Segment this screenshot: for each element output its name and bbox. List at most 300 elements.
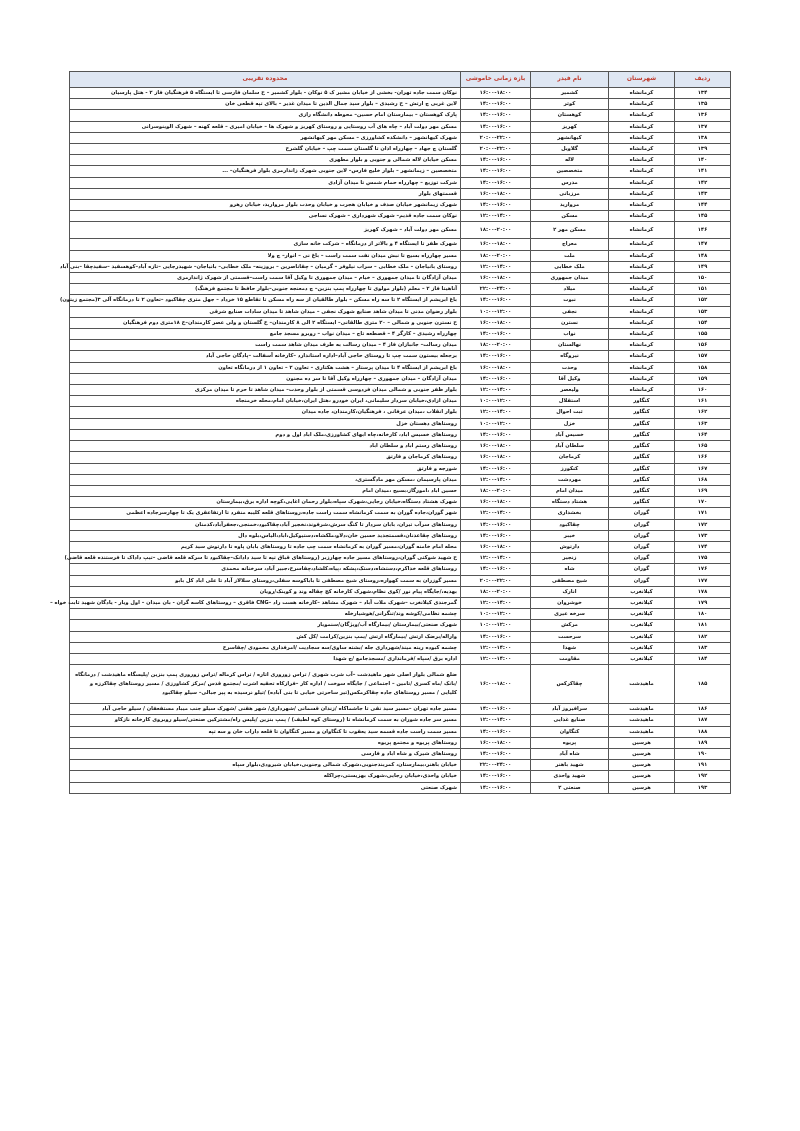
row-feeder: شاه bbox=[531, 564, 609, 575]
row-city: کرمانشاه bbox=[609, 121, 675, 132]
row-time-window: ۱۸:۰۰-۲۰:۰۰ bbox=[461, 340, 531, 351]
row-time-window: ۱۴:۰۰-۱۶:۰۰ bbox=[461, 99, 531, 110]
row-number: ۱۸۳ bbox=[675, 642, 731, 653]
row-area: برجعله بیستون سمت چپ تا روستای حاجی آباد–اداره استاندارد –کارخانه آسفالت –پادگان حاجی آباد bbox=[70, 351, 461, 362]
table-row bbox=[70, 385, 731, 396]
row-area: ضلع شمالی بلوار اصلی شهر ماهیدشت –آب شرب شهری / تراس زوروری اتاره / تراس کرماله /تراس زوروری پمپ بنزین /پلیسگاه ماهیدشت / درمانگاه /بانک /ماه کسری /تامین – اجتماعی / جایگاه سوخت / اداره کار –فرازکاه تحقیه اشرت /مجتمع قدس /مرکز کشاورزی / مسیر روستاهای چقاکرزه و کلیایی / مسیر روستاهای جاده چقاکرمکس(تیر ساحرتی خیابی تا بنی آباده) /تیلو نرسیده به پیر جبالی– سیلو چقاکبود bbox=[70, 665, 461, 704]
row-time-window: ۱۴:۰۰-۱۶:۰۰ bbox=[461, 110, 531, 121]
table-row bbox=[70, 99, 731, 110]
row-area: مسیر چهارراه بسیج تا نبش میدان نفت سمت راست – باغ نی – انوار– چ ولا bbox=[70, 250, 461, 261]
row-number: ۱۶۸ bbox=[675, 474, 731, 485]
table-row bbox=[70, 463, 731, 474]
table-row bbox=[70, 508, 731, 519]
row-feeder: مسکن bbox=[531, 211, 609, 222]
row-area: واراله/برضک ارتش /بیمارگاه ارتش /یمپ بنزین/کرامت /کل کش bbox=[70, 631, 461, 642]
table-row bbox=[70, 306, 731, 317]
row-area: روستاهای شیرک و شاه اباد و فارسی bbox=[70, 748, 461, 759]
row-time-window: ۱۲:۰۰-۱۴:۰۰ bbox=[461, 642, 531, 653]
row-city: کرمانشاه bbox=[609, 351, 675, 362]
row-area: چشمه نظامی/کوشه وند/تنگرانی/هوشیارخله bbox=[70, 609, 461, 620]
header-feeder: نام فیدر bbox=[531, 72, 609, 88]
row-city: کنگاور bbox=[609, 407, 675, 418]
outage-schedule-sheet bbox=[50, 71, 730, 794]
table-body bbox=[50, 88, 731, 794]
row-city: کرمانشاه bbox=[609, 110, 675, 121]
row-area: باغ ابریشم از ایستگاه ۴ تا میدان پرستار – هشت هکتاری – تعاون ۲ – تعاون ۱ از درمانگاه تعاون bbox=[70, 362, 461, 373]
row-city: گوران bbox=[609, 541, 675, 552]
row-area: شهرک هشتاد دستگاه،خیابان رجایی،شهرک سپاه،بلوار رحمان اغایی،کوچه اداره برق،بیمارستان bbox=[70, 497, 461, 508]
row-city: کنگاور bbox=[609, 429, 675, 440]
row-area: قسمتهای بلوار bbox=[70, 188, 461, 199]
row-time-window: ۱۴:۰۰-۱۶:۰۰ bbox=[461, 373, 531, 384]
row-feeder: کشمیر bbox=[531, 88, 609, 99]
row-feeder: کهریز bbox=[531, 121, 609, 132]
row-area: مسیر گوزران به سمت کهواره،روستای شیخ مصطفی تا باباکوسه سفلی،روستای سلالاز آباد تا علی اباد کل بابو bbox=[70, 575, 461, 586]
row-time-window: ۱۴:۰۰-۱۶:۰۰ bbox=[461, 121, 531, 132]
row-number: ۱۶۲ bbox=[675, 407, 731, 418]
row-time-window: ۲۲:۰۰-۲۴:۰۰ bbox=[461, 760, 531, 771]
table-row bbox=[70, 222, 731, 239]
row-city: گوران bbox=[609, 553, 675, 564]
table-row bbox=[70, 132, 731, 143]
row-area: شهرک صنعتی/بیمارستان /بیمارگاه آب/ویژگان/سنمویار bbox=[70, 620, 461, 631]
row-number: ۱۹۳ bbox=[675, 782, 731, 793]
row-area: چهارراه رشیدی – کارگر ۴ – قصطعه تاج – میدان نواب – روبرو مسجد جامع bbox=[70, 329, 461, 340]
table-row bbox=[70, 665, 731, 704]
table-row bbox=[70, 771, 731, 782]
row-feeder: استقلال bbox=[531, 396, 609, 407]
row-time-window: ۱۰:۰۰-۱۲:۰۰ bbox=[461, 418, 531, 429]
row-area: میدان ازادی،خیابان سردار سلیمانی، ایران خودرو ،هتل ایران،خیابان امام،محله خرمنجاه bbox=[70, 396, 461, 407]
row-city: کرمانشاه bbox=[609, 329, 675, 340]
row-city: ماهیدشت bbox=[609, 704, 675, 715]
row-number: ۱۶۴ bbox=[675, 429, 731, 440]
row-area: مسیر جاده تهران –مسیر سید نقی تا جاشماکاه /زندان قسمانی /شهرداری/ شهر هقنی /شهرک سیلو جنب ميباد مستفعفان / سیلو حاجی آباد bbox=[70, 704, 461, 715]
row-number: ۱۸۵ bbox=[675, 665, 731, 704]
row-number: ۱۳۶ bbox=[675, 110, 731, 121]
row-area: باغ ابریشم از ایستگاه ۲ تا سه راه مسکن – بلوار طالقیان از سه راه مسکن تا تقاطع ۱۵ خرداد – جهل متری چقاکبود –تعاون ۲ تا درمانگاه آلی ۳(مجتمع زیتون) bbox=[70, 295, 461, 306]
row-number: ۱۴۶ bbox=[675, 222, 731, 239]
header-row bbox=[70, 72, 731, 88]
row-time-window: ۱۴:۰۰-۱۶:۰۰ bbox=[461, 329, 531, 340]
outage-schedule-table bbox=[50, 71, 731, 794]
table-row bbox=[70, 396, 731, 407]
row-feeder: مرزبانی bbox=[531, 188, 609, 199]
table-row bbox=[70, 155, 731, 166]
row-time-window: ۲۲:۰۰-۲۴:۰۰ bbox=[461, 284, 531, 295]
table-row bbox=[70, 631, 731, 642]
row-city: کرمانشاه bbox=[609, 155, 675, 166]
row-number: ۱۳۹ bbox=[675, 144, 731, 155]
row-time-window: ۱۴:۰۰-۱۶:۰۰ bbox=[461, 726, 531, 737]
row-time-window: ۱۴:۰۰-۱۶:۰۰ bbox=[461, 177, 531, 188]
row-number: ۱۵۹ bbox=[675, 373, 731, 384]
table-row bbox=[70, 188, 731, 199]
table-row bbox=[70, 273, 731, 284]
row-city: کرمانشاه bbox=[609, 144, 675, 155]
row-time-window: ۱۴:۰۰-۱۶:۰۰ bbox=[461, 463, 531, 474]
row-area: پارک کوهستان – بیمارستان امام حسین– محوطه دانشگاه رازی bbox=[70, 110, 461, 121]
row-feeder: کرماجان bbox=[531, 452, 609, 463]
row-feeder: شهدا bbox=[531, 642, 609, 653]
row-area: لاین غربی چ ارتش – خ رشیدی – بلوار سید جمال الدین تا میدان غدیر – بالای تپه قطعی خان bbox=[70, 99, 461, 110]
row-number: ۱۴۲ bbox=[675, 177, 731, 188]
row-area: حسین اباد ،امورگاز،بسیج ،میدان امام bbox=[70, 485, 461, 496]
row-time-window: ۱۰:۰۰-۱۲:۰۰ bbox=[461, 609, 531, 620]
table-row bbox=[70, 144, 731, 155]
row-number: ۱۴۹ bbox=[675, 261, 731, 272]
row-city: کنگاور bbox=[609, 463, 675, 474]
row-area: بلوار انقلاب ،میدان عرفانی ، فرهنگیان،کارمندان، جاده میدان bbox=[70, 407, 461, 418]
row-feeder: سرحست bbox=[531, 631, 609, 642]
row-time-window: ۱۴:۰۰-۱۶:۰۰ bbox=[461, 748, 531, 759]
row-number: ۱۴۵ bbox=[675, 211, 731, 222]
row-city: کرمانشاه bbox=[609, 261, 675, 272]
row-number: ۱۷۵ bbox=[675, 553, 731, 564]
row-number: ۱۴۸ bbox=[675, 250, 731, 261]
table-row bbox=[70, 553, 731, 564]
row-area: بلوار ظفر جنوبی و شمالی میدان فردوسی قسمتی از بلوار وحدت– میدان شاهد تا حرم تا میدان مرکزی bbox=[70, 385, 461, 396]
row-time-window: ۱۸:۰۰-۲۰:۰۰ bbox=[461, 222, 531, 239]
table-row bbox=[70, 429, 731, 440]
row-city: کرمانشاه bbox=[609, 132, 675, 143]
table-row bbox=[70, 597, 731, 608]
row-time-window: ۱۰:۰۰-۱۲:۰۰ bbox=[461, 620, 531, 631]
row-time-window: ۱۲:۰۰-۱۴:۰۰ bbox=[461, 508, 531, 519]
row-area: روستاهای دهستان خزل bbox=[70, 418, 461, 429]
row-time-window: ۱۴:۰۰-۱۶:۰۰ bbox=[461, 519, 531, 530]
row-city: کرمانشاه bbox=[609, 222, 675, 239]
row-city: ماهیدشت bbox=[609, 726, 675, 737]
row-city: کرمانشاه bbox=[609, 317, 675, 328]
row-area: گلستان چ جهاد – چهارراه اذان تا گلستان سمت چپ – خیابان گلشرخ bbox=[70, 144, 461, 155]
row-area: آناهیتا فاز ۲ – معلم (بلوار مولوی تا چهارراه پمپ بنزین– چ دمعنجه جنوبی–بلوار حافظ تا مجتمع فرهنگ) bbox=[70, 284, 461, 295]
row-area: روستاهای سرآب تیران، بابان سردار تا کنگ سرش،شرفوند،نخجیر آباد،چقاکبود،خمنجی،جعفرآباد،کدمنان bbox=[70, 519, 461, 530]
row-feeder: وحدت bbox=[531, 362, 609, 373]
row-feeder: کنکورز bbox=[531, 463, 609, 474]
row-area: روستاهای کرماجان و فارتق bbox=[70, 452, 461, 463]
row-feeder: چقاکبود bbox=[531, 519, 609, 530]
table-row bbox=[70, 653, 731, 664]
table-row bbox=[70, 474, 731, 485]
table-row bbox=[70, 620, 731, 631]
row-number: ۱۷۶ bbox=[675, 564, 731, 575]
row-feeder: خسیس آباد bbox=[531, 429, 609, 440]
table-row bbox=[70, 575, 731, 586]
row-time-window: ۱۲:۰۰-۱۴:۰۰ bbox=[461, 597, 531, 608]
row-number: ۱۸۰ bbox=[675, 609, 731, 620]
row-number: ۱۷۷ bbox=[675, 575, 731, 586]
header-time: بازه زمانی خاموشی bbox=[461, 72, 531, 88]
table-row bbox=[70, 211, 731, 222]
row-feeder: لاله bbox=[531, 155, 609, 166]
row-city: کنگاور bbox=[609, 418, 675, 429]
row-city: کیلانغرب bbox=[609, 597, 675, 608]
row-number: ۱۵۰ bbox=[675, 273, 731, 284]
table-row bbox=[70, 737, 731, 748]
row-feeder: مقاومت bbox=[531, 653, 609, 664]
row-time-window: ۱۶:۰۰-۱۸:۰۰ bbox=[461, 239, 531, 250]
row-feeder: سلطان آباد bbox=[531, 441, 609, 452]
row-feeder: وکیل آقا bbox=[531, 373, 609, 384]
table-row bbox=[70, 441, 731, 452]
row-number: ۱۷۱ bbox=[675, 508, 731, 519]
row-number: ۱۴۱ bbox=[675, 166, 731, 177]
table-row bbox=[70, 530, 731, 541]
row-area: شورجه و فارتق bbox=[70, 463, 461, 474]
row-time-window: ۱۲:۰۰-۱۴:۰۰ bbox=[461, 211, 531, 222]
row-time-window: ۱۴:۰۰-۱۶:۰۰ bbox=[461, 771, 531, 782]
row-feeder: صنعتی ۲ bbox=[531, 782, 609, 793]
row-number: ۱۴۴ bbox=[675, 200, 731, 211]
table-row bbox=[70, 407, 731, 418]
table-row bbox=[70, 340, 731, 351]
table-row bbox=[70, 121, 731, 132]
table-row bbox=[70, 166, 731, 177]
row-city: کنگاور bbox=[609, 441, 675, 452]
row-area: بلوار رضوان مدنی تا میدان شاهد صنایع شهرک نجفی – میدان شاهد تا میدان سادات صنایع شرقی bbox=[70, 306, 461, 317]
row-time-window: ۲۰:۰۰-۲۲:۰۰ bbox=[461, 575, 531, 586]
row-feeder: میدان جمهوری bbox=[531, 273, 609, 284]
row-number: ۱۷۳ bbox=[675, 530, 731, 541]
row-number: ۱۸۶ bbox=[675, 704, 731, 715]
row-time-window: ۱۲:۰۰-۱۴:۰۰ bbox=[461, 261, 531, 272]
row-feeder: خزل bbox=[531, 418, 609, 429]
row-time-window: ۱۸:۰۰-۲۰:۰۰ bbox=[461, 250, 531, 261]
row-city: کیلانغرب bbox=[609, 586, 675, 597]
row-feeder: نجفی bbox=[531, 306, 609, 317]
table-row bbox=[70, 497, 731, 508]
row-time-window: ۱۲:۰۰-۱۴:۰۰ bbox=[461, 407, 531, 418]
row-feeder: دارتوش bbox=[531, 541, 609, 552]
row-area: خیابان باهنر،بیمارستان، کمربندجنوبی،شهرک شمالی وجنوبی،خیابان شیرودی،بلوار سپاه bbox=[70, 760, 461, 771]
table-row bbox=[70, 748, 731, 759]
row-time-window: ۱۴:۰۰-۱۶:۰۰ bbox=[461, 200, 531, 211]
row-number: ۱۸۱ bbox=[675, 620, 731, 631]
row-feeder: میلاد bbox=[531, 284, 609, 295]
row-city: هرسین bbox=[609, 737, 675, 748]
row-time-window: ۱۴:۰۰-۱۶:۰۰ bbox=[461, 295, 531, 306]
table-row bbox=[70, 250, 731, 261]
row-area: روستاهای چقاعدنان،قسمتجدید حسین خان،دلاو،ملکشاه،دستیوکیل،اباد،الیاس،بلوه دال bbox=[70, 530, 461, 541]
row-city: کنگاور bbox=[609, 452, 675, 463]
row-number: ۱۶۱ bbox=[675, 396, 731, 407]
row-time-window: ۱۰:۰۰-۱۲:۰۰ bbox=[461, 306, 531, 317]
row-city: کرمانشاه bbox=[609, 200, 675, 211]
row-city: هرسین bbox=[609, 748, 675, 759]
row-number: ۱۵۳ bbox=[675, 306, 731, 317]
row-area: مسکن مهر دولت آباد – چاه های آب روستایی و روستای کهریز و شهرک ها – خیابان امیری – قلعه کهنه – شهرک الوینوسرانی bbox=[70, 121, 461, 132]
row-number: ۱۴۷ bbox=[675, 239, 731, 250]
row-city: کیلانغرب bbox=[609, 642, 675, 653]
row-time-window: ۱۰:۰۰-۱۲:۰۰ bbox=[461, 396, 531, 407]
row-feeder: شیخ مصطفی bbox=[531, 575, 609, 586]
row-area: اداره برق /سپاه /فرمانداری /مسجدجامع /چ شهدا bbox=[70, 653, 461, 664]
row-number: ۱۶۹ bbox=[675, 485, 731, 496]
row-feeder: ولیعصر bbox=[531, 385, 609, 396]
row-feeder: شاه آباد bbox=[531, 748, 609, 759]
row-area: محله امام خامنه گوران،مسیر گوران به کرمانشاه سمت چپ جاده تا روستاهای بابان پاوه تا دارتوش سید کریم bbox=[70, 541, 461, 552]
table-row bbox=[70, 715, 731, 726]
row-feeder: صنایع غذایی bbox=[531, 715, 609, 726]
row-area: مسیر سمت راست جاده قسمه سید یعقوب تا کنگاوان و مسیر کنگاوان تا قلعه داراب خان و سه تپه bbox=[70, 726, 461, 737]
row-feeder: انارک bbox=[531, 586, 609, 597]
row-area: مسکن مهر دولت آباد – شهرک کهریز bbox=[70, 222, 461, 239]
row-feeder: خیبر bbox=[531, 530, 609, 541]
row-time-window: ۱۶:۰۰-۱۸:۰۰ bbox=[461, 317, 531, 328]
table-row bbox=[70, 362, 731, 373]
row-city: کنگاور bbox=[609, 497, 675, 508]
row-city: کرمانشاه bbox=[609, 373, 675, 384]
row-feeder: کیهانشهر bbox=[531, 132, 609, 143]
row-feeder: مروارید bbox=[531, 200, 609, 211]
row-time-window: ۱۶:۰۰-۱۸:۰۰ bbox=[461, 665, 531, 704]
table-row bbox=[70, 284, 731, 295]
row-city: کرمانشاه bbox=[609, 99, 675, 110]
row-city: کرمانشاه bbox=[609, 188, 675, 199]
row-city: گوران bbox=[609, 519, 675, 530]
table-row bbox=[70, 351, 731, 362]
row-area: میدان آزادگان – میدان جمهوری – چهارراه وکیل آقا تا سر ده مجنون bbox=[70, 373, 461, 384]
header-num: ردیف bbox=[675, 72, 731, 88]
row-number: ۱۹۰ bbox=[675, 748, 731, 759]
row-time-window: ۱۴:۰۰-۱۶:۰۰ bbox=[461, 530, 531, 541]
table-row bbox=[70, 200, 731, 211]
row-feeder: نبوت bbox=[531, 295, 609, 306]
row-city: گوران bbox=[609, 508, 675, 519]
row-number: ۱۵۲ bbox=[675, 295, 731, 306]
row-city: کنگاور bbox=[609, 485, 675, 496]
row-city: کرمانشاه bbox=[609, 250, 675, 261]
table-row bbox=[70, 261, 731, 272]
row-city: ماهیدشت bbox=[609, 715, 675, 726]
row-feeder: چقاکرکس bbox=[531, 665, 609, 704]
row-time-window: ۱۶:۰۰-۱۸:۰۰ bbox=[461, 362, 531, 373]
row-city: کرمانشاه bbox=[609, 284, 675, 295]
row-area: شهرک کیهانشهر – دانشکده کشاورزی – مسکن مهر کیهانشهر bbox=[70, 132, 461, 143]
row-number: ۱۵۷ bbox=[675, 351, 731, 362]
row-feeder: بخشداری bbox=[531, 508, 609, 519]
row-time-window: ۱۴:۰۰-۱۶:۰۰ bbox=[461, 351, 531, 362]
row-time-window: ۱۴:۰۰-۱۶:۰۰ bbox=[461, 564, 531, 575]
table-row bbox=[70, 642, 731, 653]
row-feeder: مدرس bbox=[531, 177, 609, 188]
row-number: ۱۷۴ bbox=[675, 541, 731, 552]
row-time-window: ۲۰:۰۰-۲۲:۰۰ bbox=[461, 132, 531, 143]
row-number: ۱۷۸ bbox=[675, 586, 731, 597]
row-number: ۱۳۴ bbox=[675, 88, 731, 99]
row-city: کنگاور bbox=[609, 474, 675, 485]
row-city: هرسین bbox=[609, 760, 675, 771]
row-feeder: کوثر bbox=[531, 99, 609, 110]
row-area: مسکن خیابان لاله شمالی و جنوبی و بلوار مطهری bbox=[70, 155, 461, 166]
row-number: ۱۷۲ bbox=[675, 519, 731, 530]
row-city: کرمانشاه bbox=[609, 177, 675, 188]
row-area: شرکت توزیع – چهارراه حمام شمس تا میدان آزادی bbox=[70, 177, 461, 188]
row-number: ۱۶۳ bbox=[675, 418, 731, 429]
row-number: ۱۶۷ bbox=[675, 463, 731, 474]
row-city: گوران bbox=[609, 564, 675, 575]
row-number: ۱۵۶ bbox=[675, 340, 731, 351]
row-city: کرمانشاه bbox=[609, 295, 675, 306]
row-number: ۱۶۰ bbox=[675, 385, 731, 396]
row-number: ۱۹۱ bbox=[675, 760, 731, 771]
row-area: شهرک ظفر تا ایستگاه ۴ و بالاتر از درمانگاه – شرکت خانه سازی bbox=[70, 239, 461, 250]
table-row bbox=[70, 452, 731, 463]
table-row bbox=[70, 418, 731, 429]
row-city: کرمانشاه bbox=[609, 306, 675, 317]
row-time-window: ۱۴:۰۰-۱۶:۰۰ bbox=[461, 704, 531, 715]
row-feeder: نهالستان bbox=[531, 340, 609, 351]
row-number: ۱۵۱ bbox=[675, 284, 731, 295]
row-area: شهرک زیمانشهر خیابان صدف و خیابان هجرت و خیابان وحدت بلوار مروارید، خیابان رهرو bbox=[70, 200, 461, 211]
row-time-window: ۱۶:۰۰-۱۸:۰۰ bbox=[461, 737, 531, 748]
row-area: نوکان سمت جاده تهران- بخشی از خیابان مشیر ک ۵ نوکان - بلوار کشمیر – خ سلمان فارسی تا ایستگاه ۵ فرهنگیان فاز ۲ - هتل پارسیان bbox=[70, 88, 461, 99]
row-feeder: کوهستان bbox=[531, 110, 609, 121]
row-number: ۱۸۴ bbox=[675, 653, 731, 664]
table-row bbox=[70, 329, 731, 340]
table-row bbox=[70, 541, 731, 552]
row-time-window: ۱۴:۰۰-۱۶:۰۰ bbox=[461, 782, 531, 793]
row-feeder: کنگاوان bbox=[531, 726, 609, 737]
row-area: روستای بانیاجان – ملک خطابی – سراب نیلوفر – گرمیان – چقاناصرین – بروزینه– ملک خطابی– بانیاجان– شهیدرجایی –تازه آباد–کوهسفید –سفیدچقا –بنی آباد bbox=[70, 261, 461, 272]
row-feeder: گلاویل bbox=[531, 144, 609, 155]
row-time-window: ۱۶:۰۰-۱۸:۰۰ bbox=[461, 452, 531, 463]
row-feeder: ملک خطابی bbox=[531, 261, 609, 272]
row-area: خ شهید شوکتی گوران،روستاهای مسیر جاده چهارزبر (روستاهای قباق تپه تا سید دادانک–چقاکبود تا سرکه قلعه قاضی –تیپ داداک تا فرستنده قلعه قاضی) bbox=[70, 553, 461, 564]
row-city: کرمانشاه bbox=[609, 239, 675, 250]
table-row bbox=[70, 704, 731, 715]
row-time-window: ۱۸:۰۰-۲۰:۰۰ bbox=[461, 485, 531, 496]
table-row bbox=[70, 485, 731, 496]
row-time-window: ۱۴:۰۰-۱۶:۰۰ bbox=[461, 155, 531, 166]
row-area: شهر گوران،جاده گوران به سمت کرمانشاه سمت راست جاده،روستاهای قلعه کلیبه منفرد تا ارتفاعقری یک تا چهارسرجاده اعظمی bbox=[70, 508, 461, 519]
row-area: روستاهای پریوه و مجتمع پریوه bbox=[70, 737, 461, 748]
row-time-window: ۱۶:۰۰-۱۸:۰۰ bbox=[461, 188, 531, 199]
row-time-window: ۱۴:۰۰-۱۶:۰۰ bbox=[461, 631, 531, 642]
row-city: کرمانشاه bbox=[609, 166, 675, 177]
row-feeder: مسکن مهر ۲ bbox=[531, 222, 609, 239]
row-city: کیلانغرب bbox=[609, 653, 675, 664]
row-feeder: زنجیر bbox=[531, 553, 609, 564]
row-feeder: میدان امام bbox=[531, 485, 609, 496]
row-feeder: ثبت احوال bbox=[531, 407, 609, 418]
row-number: ۱۴۳ bbox=[675, 188, 731, 199]
row-city: کرمانشاه bbox=[609, 340, 675, 351]
row-time-window: ۱۴:۰۰-۱۶:۰۰ bbox=[461, 429, 531, 440]
row-number: ۱۵۵ bbox=[675, 329, 731, 340]
table-row bbox=[70, 177, 731, 188]
row-number: ۱۸۹ bbox=[675, 737, 731, 748]
row-feeder: پریوه bbox=[531, 737, 609, 748]
row-area: میدان رسالت– جانبازان فاز ۴ – میدان رسالت به طرف میدان شاهد سمت راست bbox=[70, 340, 461, 351]
row-number: ۱۶۶ bbox=[675, 452, 731, 463]
row-time-window: ۱۶:۰۰-۱۸:۰۰ bbox=[461, 88, 531, 99]
row-number: ۱۵۸ bbox=[675, 362, 731, 373]
row-area: روستاهای قلعه خداکرم،دستشاه،دستک،پشکه ،پیاه،کلشاد،چقاسرخ،جبیر آباد، سرخنانه محمدی bbox=[70, 564, 461, 575]
row-time-window: ۲۰:۰۰-۲۲:۰۰ bbox=[461, 144, 531, 155]
row-area: شهرک صنعتی bbox=[70, 782, 461, 793]
row-city: هرسین bbox=[609, 782, 675, 793]
row-number: ۱۹۲ bbox=[675, 771, 731, 782]
table-row bbox=[70, 519, 731, 530]
row-number: ۱۸۸ bbox=[675, 726, 731, 737]
row-area: بهدیه،/جایگاه پیام نور /کوی نظام،شهرک کارخانه کچ چقاله وند و کوینک/رویان bbox=[70, 586, 461, 597]
row-city: گوران bbox=[609, 530, 675, 541]
row-feeder: سرخه عیری bbox=[531, 609, 609, 620]
header-area: محدوده تقریبی bbox=[70, 72, 461, 88]
row-area: روستاهای خسیس اباد، کارخانه،چاه ابهای کشاورزی،ملک اباد اول و دوم bbox=[70, 429, 461, 440]
